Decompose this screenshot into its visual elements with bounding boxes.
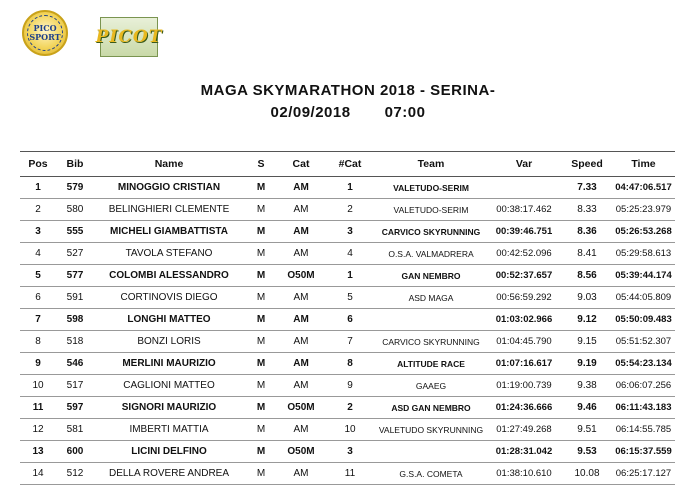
cell-pos: 5 (20, 265, 56, 287)
cell-sex: M (244, 309, 278, 331)
cell-cat-rank: 3 (324, 221, 376, 243)
cell-bib: 546 (56, 353, 94, 375)
cell-bib: 517 (56, 375, 94, 397)
cell-sex: M (244, 375, 278, 397)
cell-cat: O50M (278, 441, 324, 463)
cell-time: 06:25:17.127 (612, 463, 675, 485)
cell-var: 01:24:36.666 (486, 397, 562, 419)
cell-time: 06:11:43.183 (612, 397, 675, 419)
picot-logo (95, 17, 163, 57)
col-header-speed: Speed (562, 152, 612, 177)
cell-name: COLOMBI ALESSANDRO (94, 265, 244, 287)
cell-speed: 9.38 (562, 375, 612, 397)
table-row (20, 353, 675, 375)
cell-pos: 4 (20, 243, 56, 265)
cell-name: MICHELI GIAMBATTISTA (94, 221, 244, 243)
cell-var: 01:27:49.268 (486, 419, 562, 441)
cell-name: SIGNORI MAURIZIO (94, 397, 244, 419)
cell-speed: 8.56 (562, 265, 612, 287)
cell-time: 05:25:23.979 (612, 199, 675, 221)
cell-cat-rank: 7 (324, 331, 376, 353)
cell-sex: M (244, 353, 278, 375)
race-start-time: 07:00 (384, 104, 426, 121)
cell-name: BELINGHIERI CLEMENTE (94, 199, 244, 221)
cell-pos: 7 (20, 309, 56, 331)
cell-var: 00:56:59.292 (486, 287, 562, 309)
cell-bib: 598 (56, 309, 94, 331)
cell-cat: AM (278, 287, 324, 309)
race-date: 02/09/2018 (270, 104, 351, 121)
cell-var: 00:42:52.096 (486, 243, 562, 265)
cell-var: 00:52:37.657 (486, 265, 562, 287)
cell-cat-rank: 10 (324, 419, 376, 441)
table-row (20, 419, 675, 441)
cell-cat-rank: 9 (324, 375, 376, 397)
cell-speed: 9.19 (562, 353, 612, 375)
cell-cat: AM (278, 199, 324, 221)
cell-cat-rank: 2 (324, 397, 376, 419)
cell-pos: 8 (20, 331, 56, 353)
table-row (20, 221, 675, 243)
cell-team: GAN NEMBRO (376, 265, 486, 287)
logo-text-line2: SPORT (29, 32, 61, 42)
cell-name: TAVOLA STEFANO (94, 243, 244, 265)
cell-team: ASD MAGA (376, 287, 486, 309)
col-header-time: Time (612, 152, 675, 177)
table-row (20, 463, 675, 485)
cell-time: 04:47:06.517 (612, 177, 675, 199)
cell-team: CARVICO SKYRUNNING (376, 221, 486, 243)
cell-sex: M (244, 331, 278, 353)
cell-cat: AM (278, 309, 324, 331)
cell-name: BONZI LORIS (94, 331, 244, 353)
cell-cat-rank: 8 (324, 353, 376, 375)
cell-pos: 14 (20, 463, 56, 485)
cell-var: 00:38:17.462 (486, 199, 562, 221)
header-row (20, 152, 675, 177)
picot-logo-text: PICOT (95, 27, 163, 47)
cell-var: 01:07:16.617 (486, 353, 562, 375)
cell-sex: M (244, 419, 278, 441)
cell-name: MINOGGIO CRISTIAN (94, 177, 244, 199)
cell-speed: 8.36 (562, 221, 612, 243)
cell-speed: 9.15 (562, 331, 612, 353)
cell-bib: 512 (56, 463, 94, 485)
cell-speed: 8.41 (562, 243, 612, 265)
cell-sex: M (244, 243, 278, 265)
cell-var: 01:38:10.610 (486, 463, 562, 485)
cell-name: CORTINOVIS DIEGO (94, 287, 244, 309)
cell-bib: 591 (56, 287, 94, 309)
cell-time: 05:50:09.483 (612, 309, 675, 331)
cell-var (486, 177, 562, 199)
cell-pos: 11 (20, 397, 56, 419)
cell-bib: 579 (56, 177, 94, 199)
col-header-sex: S (244, 152, 278, 177)
cell-speed: 9.03 (562, 287, 612, 309)
cell-team (376, 309, 486, 331)
logo-text-line1: PICO (33, 23, 57, 33)
cell-speed: 9.53 (562, 441, 612, 463)
cell-speed: 7.33 (562, 177, 612, 199)
table-row (20, 397, 675, 419)
table-row (20, 375, 675, 397)
cell-name: MERLINI MAURIZIO (94, 353, 244, 375)
cell-team: O.S.A. VALMADRERA (376, 243, 486, 265)
cell-team: ASD GAN NEMBRO (376, 397, 486, 419)
cell-cat-rank: 6 (324, 309, 376, 331)
col-header-cat: Cat (278, 152, 324, 177)
cell-sex: M (244, 287, 278, 309)
col-header-cat-rank: #Cat (324, 152, 376, 177)
cell-var: 01:28:31.042 (486, 441, 562, 463)
cell-cat: O50M (278, 397, 324, 419)
cell-bib: 555 (56, 221, 94, 243)
cell-time: 05:39:44.174 (612, 265, 675, 287)
cell-var: 00:39:46.751 (486, 221, 562, 243)
table-row (20, 265, 675, 287)
cell-pos: 1 (20, 177, 56, 199)
cell-speed: 8.33 (562, 199, 612, 221)
cell-pos: 9 (20, 353, 56, 375)
cell-time: 05:29:58.613 (612, 243, 675, 265)
cell-cat-rank: 2 (324, 199, 376, 221)
col-header-bib: Bib (56, 152, 94, 177)
cell-cat: O50M (278, 265, 324, 287)
cell-cat-rank: 11 (324, 463, 376, 485)
cell-time: 06:14:55.785 (612, 419, 675, 441)
cell-time: 05:54:23.134 (612, 353, 675, 375)
cell-pos: 10 (20, 375, 56, 397)
cell-bib: 580 (56, 199, 94, 221)
table-row (20, 243, 675, 265)
results-table (20, 151, 675, 485)
cell-sex: M (244, 221, 278, 243)
col-header-team: Team (376, 152, 486, 177)
cell-bib: 600 (56, 441, 94, 463)
cell-bib: 577 (56, 265, 94, 287)
cell-team: VALETUDO-SERIM (376, 177, 486, 199)
cell-var: 01:03:02.966 (486, 309, 562, 331)
cell-speed: 9.51 (562, 419, 612, 441)
cell-time: 05:51:52.307 (612, 331, 675, 353)
pico-sport-logo (22, 10, 68, 56)
cell-time: 05:44:05.809 (612, 287, 675, 309)
cell-var: 01:04:45.790 (486, 331, 562, 353)
cell-time: 05:26:53.268 (612, 221, 675, 243)
cell-name: CAGLIONI MATTEO (94, 375, 244, 397)
cell-sex: M (244, 463, 278, 485)
cell-var: 01:19:00.739 (486, 375, 562, 397)
cell-team: VALETUDO-SERIM (376, 199, 486, 221)
cell-name: LICINI DELFINO (94, 441, 244, 463)
table-row (20, 441, 675, 463)
col-header-var: Var (486, 152, 562, 177)
race-date-time (0, 104, 696, 121)
cell-speed: 9.46 (562, 397, 612, 419)
table-row (20, 331, 675, 353)
cell-cat: AM (278, 331, 324, 353)
cell-speed: 9.12 (562, 309, 612, 331)
cell-cat-rank: 4 (324, 243, 376, 265)
cell-cat: AM (278, 463, 324, 485)
cell-cat: AM (278, 419, 324, 441)
cell-team: G.S.A. COMETA (376, 463, 486, 485)
race-title: MAGA SKYMARATHON 2018 - SERINA- (200, 82, 496, 99)
table-row (20, 177, 675, 199)
cell-time: 06:15:37.559 (612, 441, 675, 463)
cell-bib: 581 (56, 419, 94, 441)
table-row (20, 309, 675, 331)
cell-sex: M (244, 441, 278, 463)
cell-bib: 527 (56, 243, 94, 265)
cell-cat-rank: 3 (324, 441, 376, 463)
cell-cat: AM (278, 221, 324, 243)
cell-team: CARVICO SKYRUNNING (376, 331, 486, 353)
table-row (20, 199, 675, 221)
cell-cat-rank: 1 (324, 265, 376, 287)
cell-sex: M (244, 177, 278, 199)
cell-name: DELLA ROVERE ANDREA (94, 463, 244, 485)
cell-pos: 2 (20, 199, 56, 221)
cell-team (376, 441, 486, 463)
cell-sex: M (244, 199, 278, 221)
col-header-pos: Pos (20, 152, 56, 177)
cell-cat: AM (278, 243, 324, 265)
cell-time: 06:06:07.256 (612, 375, 675, 397)
cell-pos: 3 (20, 221, 56, 243)
cell-pos: 12 (20, 419, 56, 441)
cell-name: IMBERTI MATTIA (94, 419, 244, 441)
cell-bib: 597 (56, 397, 94, 419)
cell-team: VALETUDO SKYRUNNING (376, 419, 486, 441)
col-header-name: Name (94, 152, 244, 177)
cell-team: ALTITUDE RACE (376, 353, 486, 375)
cell-cat: AM (278, 353, 324, 375)
cell-sex: M (244, 397, 278, 419)
cell-cat: AM (278, 375, 324, 397)
cell-bib: 518 (56, 331, 94, 353)
cell-speed: 10.08 (562, 463, 612, 485)
table-row (20, 287, 675, 309)
cell-cat-rank: 5 (324, 287, 376, 309)
cell-sex: M (244, 265, 278, 287)
cell-cat: AM (278, 177, 324, 199)
cell-team: GAAEG (376, 375, 486, 397)
cell-pos: 6 (20, 287, 56, 309)
cell-cat-rank: 1 (324, 177, 376, 199)
cell-pos: 13 (20, 441, 56, 463)
cell-name: LONGHI MATTEO (94, 309, 244, 331)
